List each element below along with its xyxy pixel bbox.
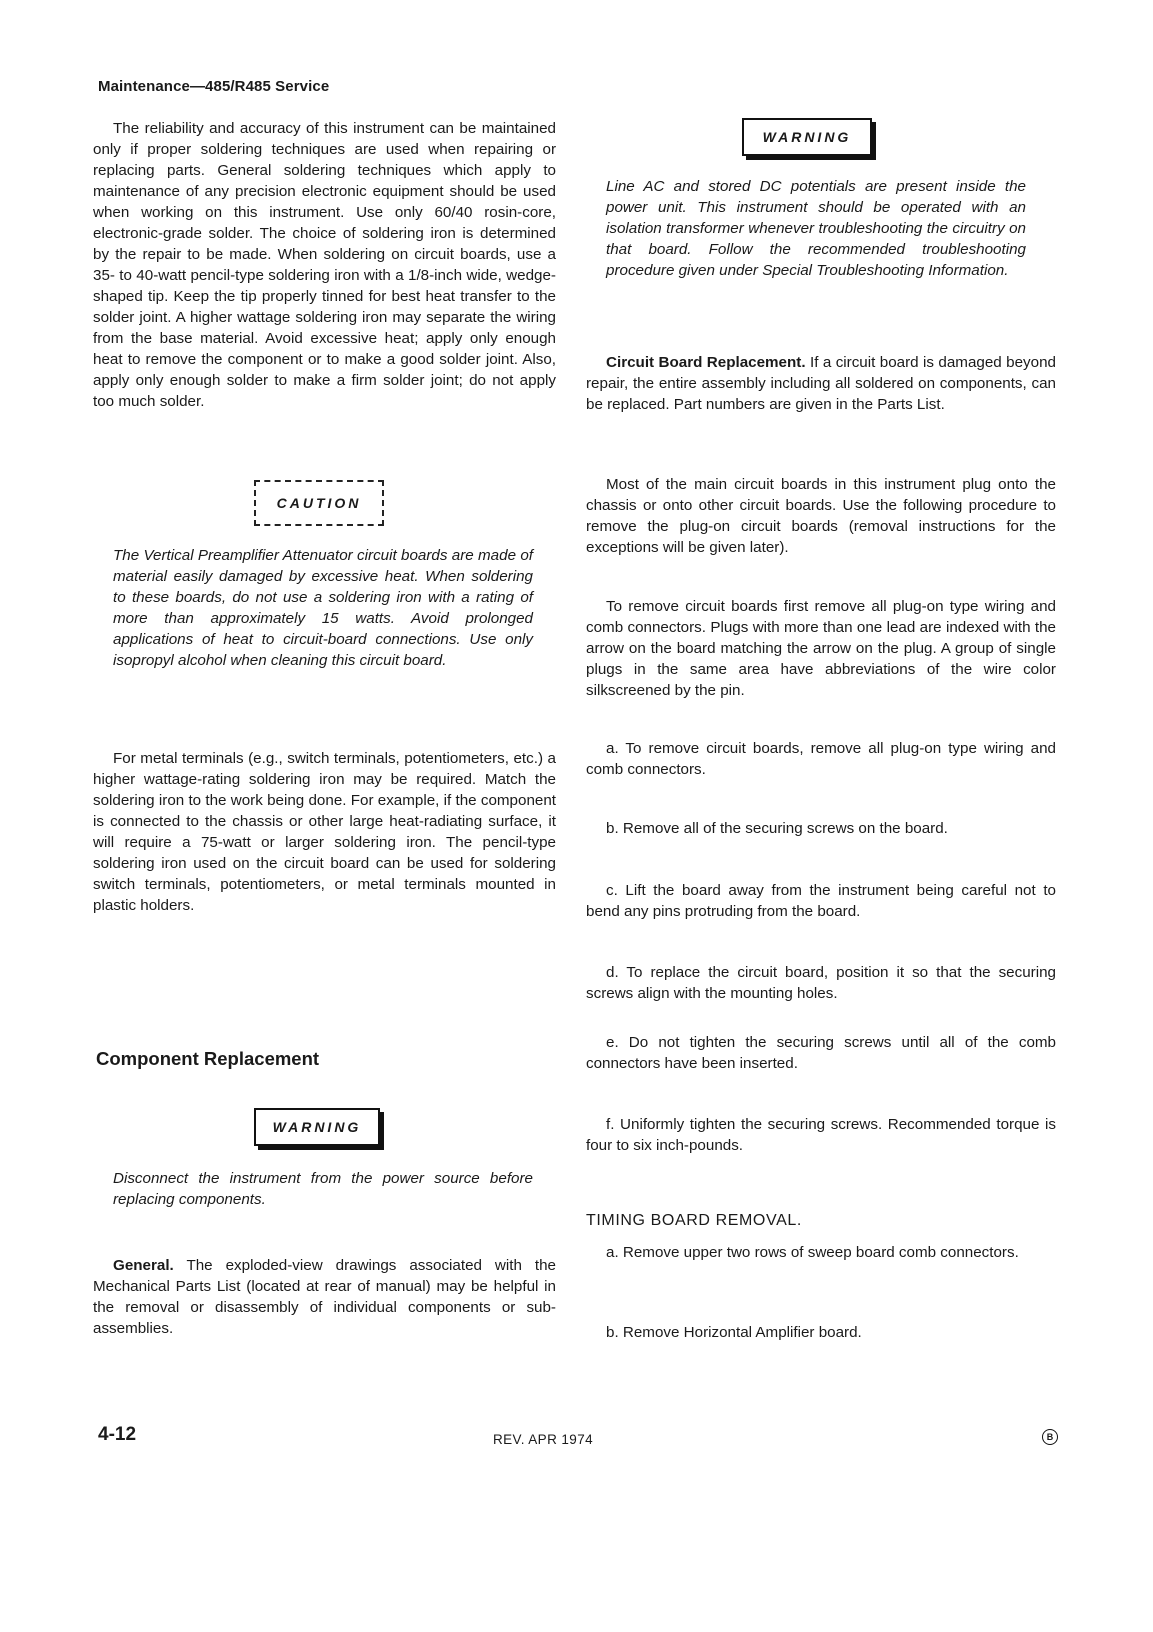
running-header: Maintenance—485/R485 Service <box>98 78 330 95</box>
section-title-component-replacement: Component Replacement <box>96 1048 320 1069</box>
step-f: f. Uniformly tighten the securing screws. Recommended torque is four to six inch-pounds. <box>586 1116 1056 1154</box>
timing-board-removal-title: TIMING BOARD REMOVAL. <box>586 1212 802 1229</box>
timing-step-a: a. Remove upper two rows of sweep board comb connectors. <box>606 1244 1019 1261</box>
page-number: 4-12 <box>98 1424 137 1445</box>
step-e: e. Do not tighten the securing screws until all of the comb connectors have been inserted. <box>586 1034 1056 1072</box>
cbr-lead: Circuit Board Replacement. <box>606 354 806 371</box>
caution-text: The Vertical Preamplifier Attenuator circuit boards are made of material easily damaged by excessive heat. When soldering to these boards, do not use a soldering iron with a rating of more than approximately 15 watts. Avoid prolonged applications of heat to circuit-board connections. Use only isopropyl alcohol when cleaning this circuit board. <box>113 547 533 669</box>
registered-mark-icon: B <box>1042 1429 1058 1445</box>
main-boards-paragraph: Most of the main circuit boards in this instrument plug onto the chassis or onto other circuit boards. Use the following procedure to remove the plug-on circuit boards (removal instructions for the exceptions will be given later). <box>586 476 1056 556</box>
warning-label-left: WARNING <box>254 1108 380 1146</box>
circuit-board-replacement-paragraph <box>586 352 1056 415</box>
remove-boards-paragraph: To remove circuit boards first remove all plug-on type wiring and comb connectors. Plugs with more than one lead are indexed with the arrow on the board matching the arrow on the plug. A group of single plugs in the same area have abbreviations of the wire color silkscreened by the pin. <box>586 598 1056 699</box>
general-text: The exploded-view drawings associated with the Mechanical Parts List (located at rear of manual) may be helpful in the removal or disassembly of individual components or sub-assemblies. <box>93 1257 556 1337</box>
general-paragraph <box>93 1255 556 1339</box>
step-d: d. To replace the circuit board, position it so that the securing screws align with the mounting holes. <box>586 964 1056 1002</box>
caution-label: CAUTION <box>254 480 384 526</box>
step-a: a. To remove circuit boards, remove all plug-on type wiring and comb connectors. <box>586 740 1056 778</box>
warning-label-right: WARNING <box>742 118 872 156</box>
timing-step-b: b. Remove Horizontal Amplifier board. <box>606 1324 862 1341</box>
metal-terminals-paragraph: For metal terminals (e.g., switch terminals, potentiometers, etc.) a higher wattage-rating soldering iron may be required. Match the soldering iron to the work being done. For example, if the component is connected to the chassis or other large heat-radiating surface, it will require a 75-watt or larger soldering iron. The pencil-type soldering iron used on the circuit board can be used for soldering switch terminals, potentiometers, or metal terminals mounted in plastic holders. <box>93 750 556 914</box>
cbr-text: If a circuit board is damaged beyond repair, the entire assembly including all soldered on components, can be replaced. Part numbers are given in the Parts List. <box>586 354 1056 413</box>
warning-text-left: Disconnect the instrument from the power source before replacing components. <box>113 1170 533 1208</box>
general-lead: General. <box>113 1257 174 1274</box>
step-b: b. Remove all of the securing screws on the board. <box>606 820 948 837</box>
soldering-techniques-paragraph: The reliability and accuracy of this instrument can be maintained only if proper soldering techniques are used when repairing or replacing parts. General soldering techniques which apply to maintenance of any precision electronic equipment should be used when working on this instrument. Use only 60/40 rosin-core, electronic-grade solder. The choice of soldering iron is determined by the repair to be made. When soldering on circuit boards, use a 35- to 40-watt pencil-type soldering iron with a 1/8-inch wide, wedge-shaped tip. Keep the tip properly tinned for best heat transfer to the solder joint. A higher wattage soldering iron may separate the wiring from the base material. Avoid excessive heat; apply only enough heat to remove the component or to make a good solder joint. Also, apply only enough solder to make a firm solder joint; do not apply too much solder. <box>93 120 556 410</box>
warning-text-right: Line AC and stored DC potentials are present inside the power unit. This instrument should be operated with an isolation transformer whenever troubleshooting the circuitry on that board. Follow the recommended troubleshooting procedure given under Special Troubleshooting Information. <box>606 178 1026 279</box>
revision-date: REV. APR 1974 <box>493 1432 594 1447</box>
step-c: c. Lift the board away from the instrument being careful not to bend any pins protruding from the board. <box>586 882 1056 920</box>
